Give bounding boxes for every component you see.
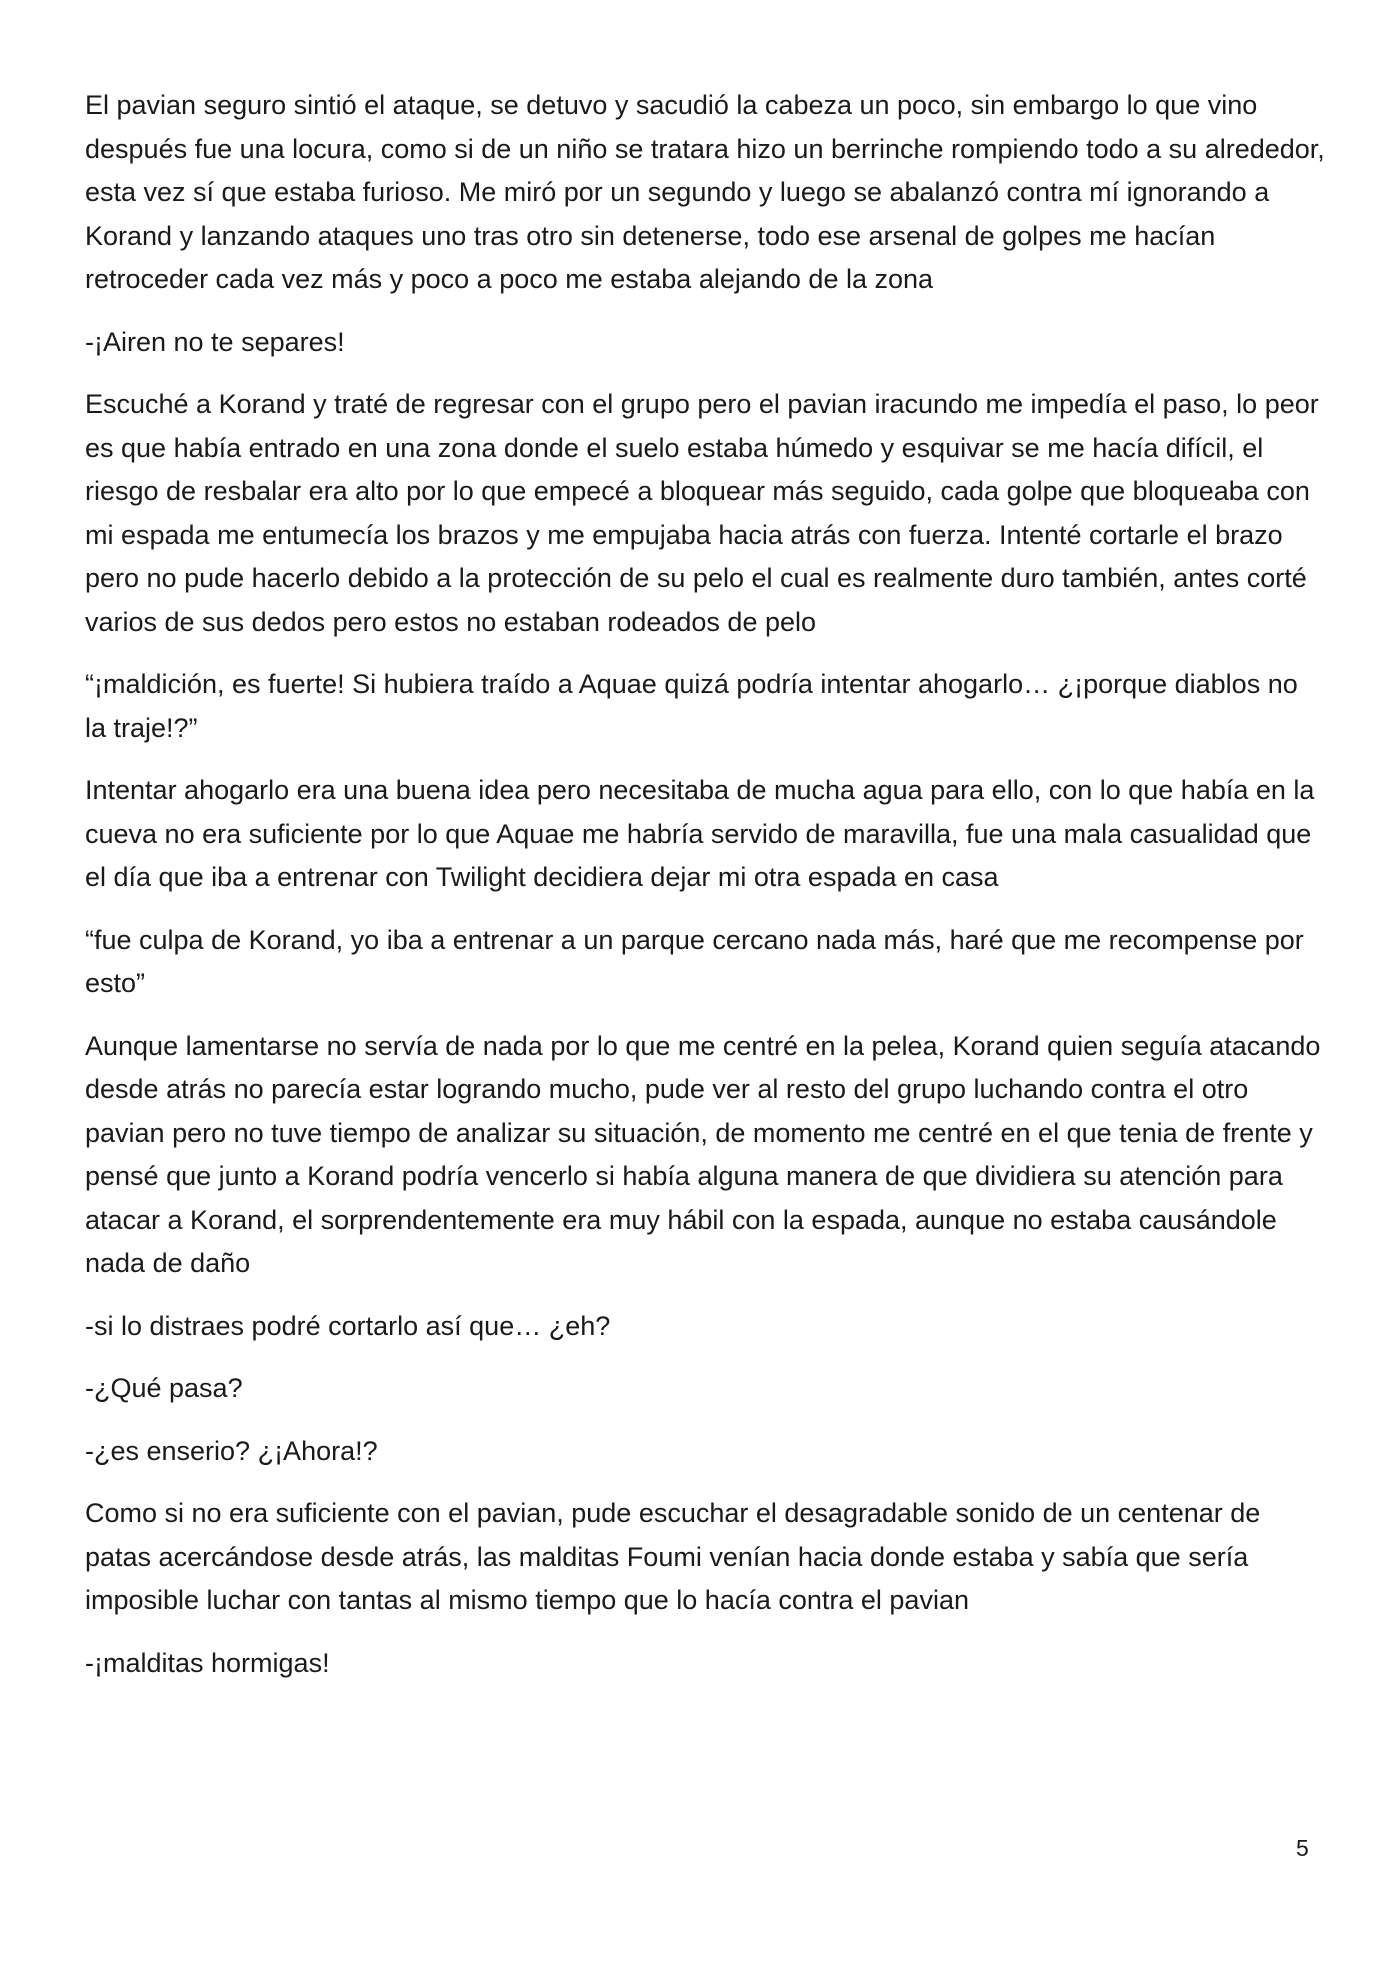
paragraph-6-thought: “fue culpa de Korand, yo iba a entrenar a un parque cercano nada más, haré que me recompense por esto”: [85, 924, 1304, 998]
paragraph-3: Escuché a Korand y traté de regresar con el grupo pero el pavian iracundo me impedía el paso, lo peor es que había entrado en una zona donde el suelo estaba húmedo y esquivar se me hacía difícil, el riesgo de resbalar era alto por lo que empecé a bloquear más seguido, cada golpe que bloqueaba con mi espada me entumecía los brazos y me empujaba hacia atrás con fuerza. Intenté cortarle el brazo pero no pude hacerlo debido a la protección de su pelo el cual es realmente duro también, antes corté varios de sus dedos pero estos no estaban rodeados de pelo: [85, 389, 1319, 637]
paragraph-12-dialogue: -¡malditas hormigas!: [85, 1647, 330, 1678]
page-number: 5: [1296, 1835, 1309, 1861]
paragraph-8-dialogue: -si lo distraes podré cortarlo así que… ¿eh?: [85, 1310, 611, 1341]
paragraph-4-thought: “¡maldición, es fuerte! Si hubiera traído a Aquae quizá podría intentar ahogarlo… ¿¡porque diablos no la traje!?”: [85, 669, 1298, 743]
paragraph-7: Aunque lamentarse no servía de nada por lo que me centré en la pelea, Korand quien seguía atacando desde atrás no parecía estar logrando mucho, pude ver al resto del grupo luchando contra el otro pavian pero no tuve tiempo de analizar su situación, de momento me centré en el que tenia de frente y pensé que junto a Korand podría vencerlo si había alguna manera de que dividiera su atención para atacar a Korand, el sorprendentemente era muy hábil con la espada, aunque no estaba causándole nada de daño: [85, 1030, 1321, 1278]
paragraph-9-dialogue: -¿Qué pasa?: [85, 1373, 243, 1403]
paragraph-10-dialogue: -¿es enserio? ¿¡Ahora!?: [85, 1435, 378, 1466]
body-text: [85, 84, 1325, 1704]
paragraph-11: Como si no era suficiente con el pavian, pude escuchar el desagradable sonido de un centenar de patas acercándose desde atrás, las malditas Foumi venían hacia donde estaba y sabía que sería imposible luchar con tantas al mismo tiempo que lo hacía contra el pavian: [85, 1498, 1261, 1615]
paragraph-5: Intentar ahogarlo era una buena idea pero necesitaba de mucha agua para ello, con lo que había en la cueva no era suficiente por lo que Aquae me habría servido de maravilla, fue una mala casualidad que el día que iba a entrenar con Twilight decidiera dejar mi otra espada en casa: [85, 775, 1315, 892]
paragraph-2-dialogue: -¡Airen no te separes!: [85, 326, 345, 357]
paragraph-1: El pavian seguro sintió el ataque, se detuvo y sacudió la cabeza un poco, sin embargo lo que vino después fue una locura, como si de un niño se tratara hizo un berrinche rompiendo todo a su alrededor, esta vez sí que estaba furioso. Me miró por un segundo y luego se abalanzó contra mí ignorando a Korand y lanzando ataques uno tras otro sin detenerse, todo ese arsenal de golpes me hacían retroceder cada vez más y poco a poco me estaba alejando de la zona: [85, 90, 1325, 294]
